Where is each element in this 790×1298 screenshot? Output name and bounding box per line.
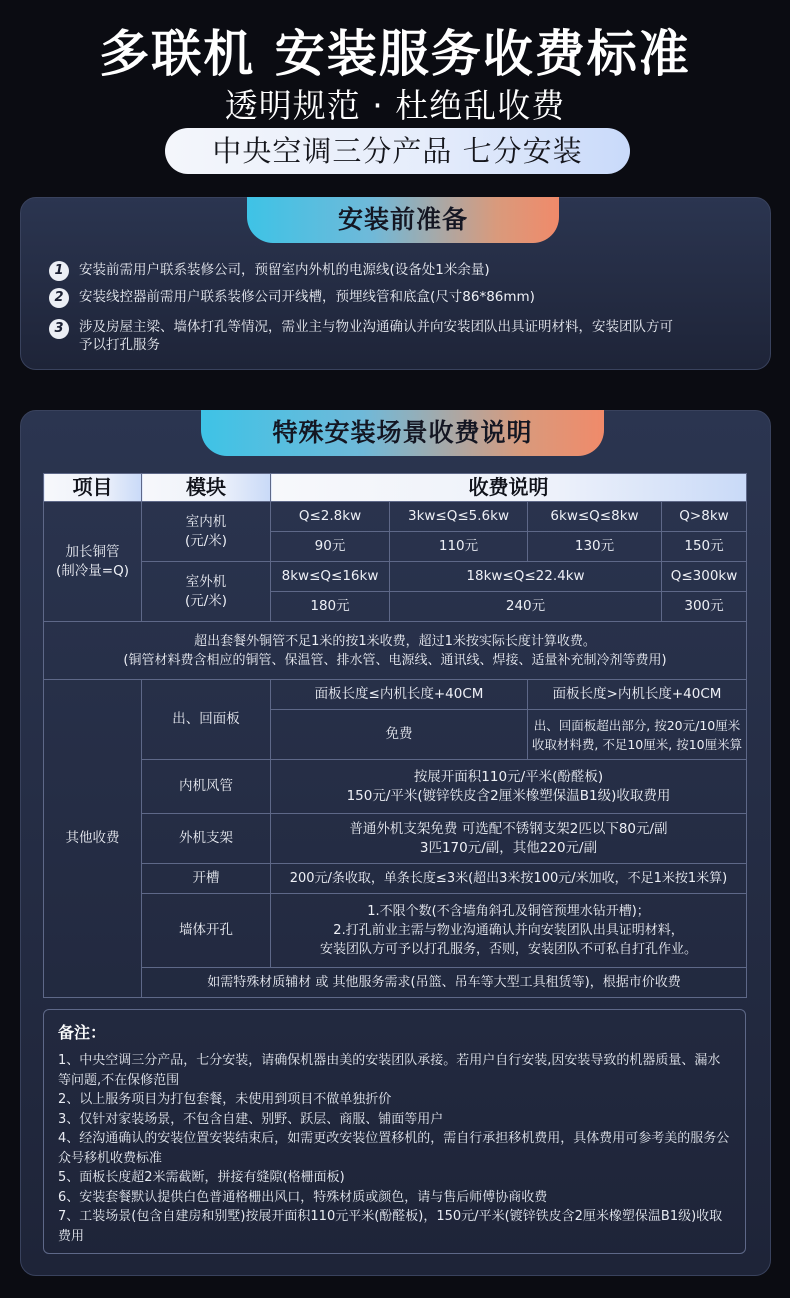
prep-item-text: 安装线控器前需用户联系装修公司开线槽，预埋线管和底盒(尺寸86*86mm) bbox=[79, 289, 535, 305]
remark-line: 6、安装套餐默认提供白色普通格栅出风口，特殊材质或颜色，请与售后师傅协商收费 bbox=[58, 1189, 548, 1205]
table-cell: 普通外机支架免费 可选配不锈钢支架2匹以下80元/副 3匹170元/副，其他220元/副 bbox=[271, 814, 747, 864]
remark-line: 7、工装场景(包含自建房和别墅)按展开面积110元平米(酚醛板)，150元/平米(镀锌铁皮含2厘米橡塑保温B1级)收取费用 bbox=[58, 1209, 723, 1244]
table-row bbox=[44, 680, 747, 710]
table-row bbox=[44, 622, 747, 680]
table-cell: 110元 bbox=[390, 532, 528, 562]
table-cell: 出、回面板超出部分, 按20元/10厘米 收取材料费, 不足10厘米, 按10厘米算 bbox=[528, 710, 747, 760]
prep-tab-title: 安装前准备 bbox=[247, 197, 559, 243]
table-cell: 面板长度≤内机长度+40CM bbox=[271, 680, 528, 710]
remark-line: 2、以上服务项目为打包套餐，未使用到项目不做单独折价 bbox=[58, 1092, 392, 1107]
table-cell: 按展开面积110元/平米(酚醛板) 150元/平米(镀锌铁皮含2厘米橡塑保温B1级)收取费用 bbox=[271, 760, 747, 814]
copper-label: 加长铜管 (制冷量=Q) bbox=[44, 502, 142, 622]
table-row bbox=[44, 864, 747, 894]
header-module: 模块 bbox=[142, 474, 271, 502]
prep-item bbox=[49, 318, 749, 354]
prep-item-text: 安装前需用户联系装修公司，预留室内外机的电源线(设备处1米余量) bbox=[79, 262, 490, 278]
table-cell: 1.不限个数(不含墙角斜孔及铜管预埋水钻开槽)； 2.打孔前业主需与物业沟通确认并向安装团队出具证明材料， 安装团队方可予以打孔服务，否则，安装团队不可私自打孔作业。 bbox=[271, 894, 747, 968]
remark-line: 4、经沟通确认的安装位置安装结束后，如需更改安装位置移机的，需自行承担移机费用，具体费用可参考美的服务公众号移机收费标准 bbox=[58, 1131, 730, 1166]
table-row bbox=[44, 968, 747, 998]
slot-label: 开槽 bbox=[142, 864, 271, 894]
other-footer: 如需特殊材质辅材 或 其他服务需求(吊篮、吊车等大型工具租赁等)，根据市价收费 bbox=[142, 968, 747, 998]
hole-label: 墙体开孔 bbox=[142, 894, 271, 968]
table-cell: 6kw≤Q≤8kw bbox=[528, 502, 662, 532]
panel-label: 出、回面板 bbox=[142, 680, 271, 760]
table-cell: Q>8kw bbox=[662, 502, 747, 532]
special-tab-title: 特殊安装场景收费说明 bbox=[201, 410, 604, 456]
number-badge: 3 bbox=[49, 319, 69, 339]
duct-label: 内机风管 bbox=[142, 760, 271, 814]
table-row bbox=[44, 562, 747, 592]
copper-note: 超出套餐外铜管不足1米的按1米收费，超过1米按实际长度计算收费。 (铜管材料费含相应的铜管、保温管、排水管、电源线、通讯线、焊接、适量补充制冷剂等费用) bbox=[44, 622, 747, 680]
table-header-row bbox=[44, 474, 747, 502]
prep-item-text: 涉及房屋主梁、墙体打孔等情况，需业主与物业沟通确认并向安装团队出具证明材料，安装团队方可予以打孔服务 bbox=[79, 319, 673, 353]
number-badge: 2 bbox=[49, 288, 69, 308]
table-row bbox=[44, 502, 747, 532]
table-cell: 18kw≤Q≤22.4kw bbox=[390, 562, 662, 592]
table-cell: Q≤300kw bbox=[662, 562, 747, 592]
prep-item bbox=[49, 261, 749, 281]
table-cell: 180元 bbox=[271, 592, 390, 622]
table-cell: 130元 bbox=[528, 532, 662, 562]
table-cell: 8kw≤Q≤16kw bbox=[271, 562, 390, 592]
remark-line: 1、中央空调三分产品，七分安装，请确保机器由美的安装团队承接。若用户自行安装,因安装导致的机器质量、漏水等问题,不在保修范围 bbox=[58, 1053, 721, 1088]
header-item: 项目 bbox=[44, 474, 142, 502]
page-title: 多联机 安装服务收费标准 bbox=[99, 25, 691, 83]
fee-table bbox=[43, 473, 747, 998]
bracket-label: 外机支架 bbox=[142, 814, 271, 864]
table-row bbox=[44, 760, 747, 814]
table-cell: 300元 bbox=[662, 592, 747, 622]
prep-list bbox=[49, 261, 749, 361]
prep-card bbox=[20, 197, 771, 370]
header-desc: 收费说明 bbox=[271, 474, 747, 502]
number-badge: 1 bbox=[49, 261, 69, 281]
table-cell: 200元/条收取，单条长度≤3米(超出3米按100元/米加收，不足1米按1米算) bbox=[271, 864, 747, 894]
table-row bbox=[44, 814, 747, 864]
table-cell: 免费 bbox=[271, 710, 528, 760]
remark-line: 5、面板长度超2米需截断，拼接有缝隙(格栅面板) bbox=[58, 1170, 345, 1185]
table-row bbox=[44, 894, 747, 968]
prep-item bbox=[49, 288, 749, 308]
table-cell: 240元 bbox=[390, 592, 662, 622]
table-cell: Q≤2.8kw bbox=[271, 502, 390, 532]
remark-line: 3、仅针对家装场景，不包含自建、别野、跃层、商服、铺面等用户 bbox=[58, 1111, 444, 1127]
indoor-label: 室内机 (元/米) bbox=[142, 502, 271, 562]
table-cell: 面板长度>内机长度+40CM bbox=[528, 680, 747, 710]
page-subtitle: 透明规范 · 杜绝乱收费 bbox=[224, 86, 566, 125]
table-cell: 3kw≤Q≤5.6kw bbox=[390, 502, 528, 532]
table-cell: 150元 bbox=[662, 532, 747, 562]
table-cell: 90元 bbox=[271, 532, 390, 562]
remarks-box bbox=[43, 1009, 746, 1254]
remarks-title: 备注： bbox=[58, 1023, 107, 1042]
other-label: 其他收费 bbox=[44, 680, 142, 998]
special-fee-card bbox=[20, 410, 771, 1276]
slogan-pill: 中央空调三分产品 七分安装 bbox=[165, 128, 630, 174]
outdoor-label: 室外机 (元/米) bbox=[142, 562, 271, 622]
